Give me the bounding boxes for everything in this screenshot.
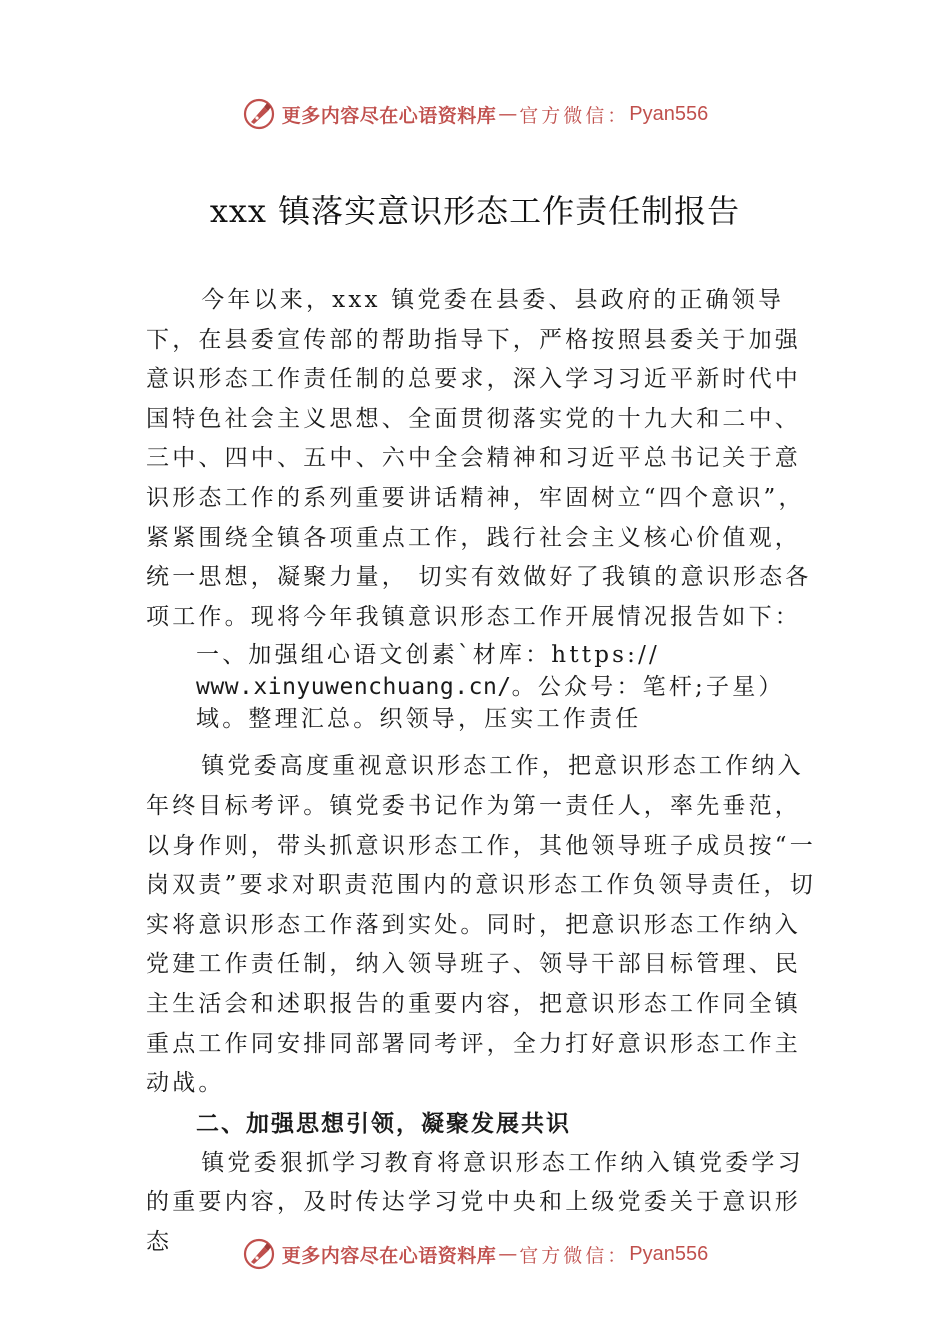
section2-heading: 二、加强思想引领，凝聚发展共识 — [196, 1110, 571, 1137]
section1-heading-url: www.xinyuwenchuang.cn/ — [196, 674, 512, 701]
document-title: xxx 镇落实意识形态工作责任制报告 — [209, 192, 741, 230]
watermark-wechat-id: Pyan556 — [629, 102, 709, 125]
watermark-official-label: 官方微信： — [519, 104, 630, 127]
section1-body: 镇党委高度重视意识形态工作，把意识形态工作纳入年终目标考评。镇党委书记作为第一责任人，率先垂范，以身作则，带头抓意识形态工作，其他领导班子成员按“一岗双责”要求对职责范围内的意识形态工作负领导责任，切实将意识形态工作落到实处。同时，把意识形态工作纳入党建工作责任制，纳入领导班子、领导干部目标管理、民主生活会和述职报告的重要内容，把意识形态工作同全镇重点工作同安排同部署同考评，全力打好意识形态工作主动战。 — [146, 753, 816, 1097]
section1-heading — [146, 637, 816, 747]
pen-nib-icon — [242, 97, 276, 131]
watermark-brand: 更多内容尽在心语资料库 — [281, 104, 497, 127]
watermark-wechat-id: Pyan556 — [629, 1242, 709, 1265]
section1-heading-suffix: 。公众号：笔杆;子星）域。整理汇总。织领导，压实工作责任 — [196, 674, 785, 733]
watermark-footer — [0, 1234, 950, 1274]
watermark-brand: 更多内容尽在心语资料库 — [281, 1244, 497, 1267]
watermark-dash: — — [498, 1243, 518, 1265]
pen-nib-icon — [242, 1237, 276, 1271]
intro-paragraph: 今年以来，xxx 镇党委在县委、县政府的正确领导下，在县委宣传部的帮助指导下，严格按照县委关于加强意识形态工作责任制的总要求，深入学习习近平新时代中国特色社会主义思想、全面贯彻落实党的十九大和二中、三中、四中、五中、六中全会精神和习近平总书记关于意识形态工作的系列重要讲话精神，牢固树立“四个意识”，紧紧围绕全镇各项重点工作，践行社会主义核心价值观，统一思想，凝聚力量， 切实有效做好了我镇的意识形态各项工作。现将今年我镇意识形态工作开展情况报告如下： — [146, 287, 812, 630]
document-body — [146, 281, 816, 1262]
watermark-header — [0, 94, 950, 134]
section2-body: 镇党委狠抓学习教育将意识形态工作纳入镇党委学习的重要内容，及时传达学习党中央和上级党委关于意识形态 — [146, 1149, 804, 1255]
watermark-dash: — — [498, 103, 518, 125]
watermark-official-label: 官方微信： — [519, 1244, 630, 1267]
section1-heading-prefix: 一、加强组心语文创素`材库：https:// — [196, 642, 660, 669]
